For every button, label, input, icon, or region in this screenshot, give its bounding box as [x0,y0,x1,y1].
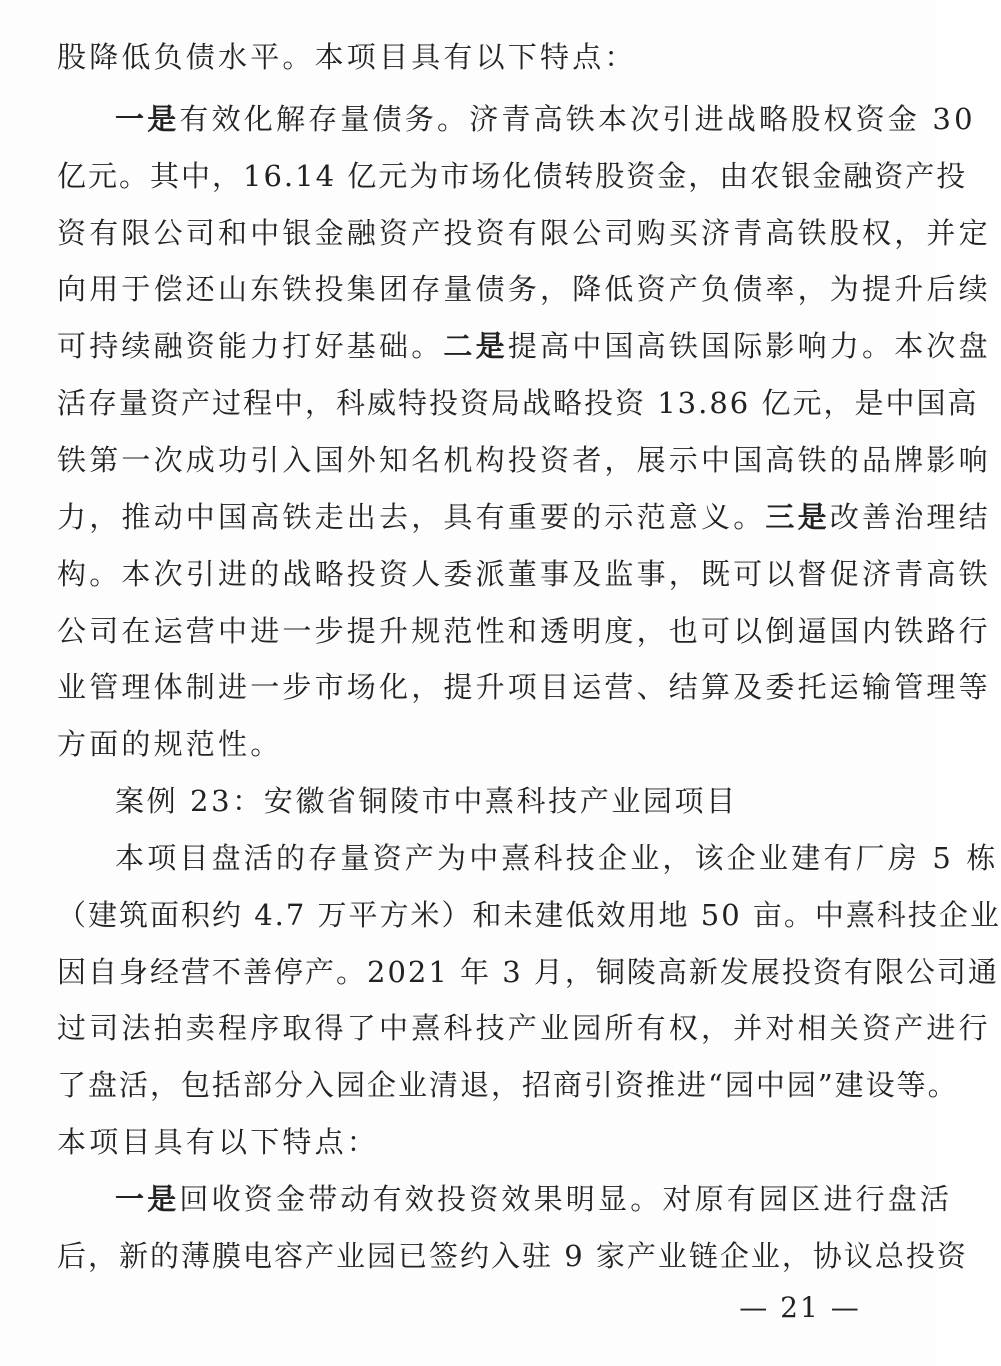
paragraph-line [57,497,991,537]
line-text: 有效化解存量债务。济青高铁本次引进战略股权资金 30 [179,102,976,136]
line-text: 因自身经营不善停产。2021 年 3 月，铜陵高新发展投资有限公司通 [57,955,999,989]
line-text: 了盘活，包括部分入园企业清退，招商引资推进“园中园”建设等。 [57,1068,959,1102]
line-text: 方面的规范性。 [57,727,283,761]
line-text: 后，新的薄膜电容产业园已签约入驻 9 家产业链企业，协议总投资 [57,1239,968,1273]
paragraph-line [57,213,991,253]
paragraph-line [57,895,1001,935]
line-text: 可持续融资能力打好基础。 [57,329,444,363]
page-number: — 21 — [739,1291,861,1324]
paragraph-line [57,37,893,77]
case-heading-text: 案例 23：安徽省铜陵市中熹科技产业园项目 [115,784,738,818]
paragraph-line [57,1236,968,1276]
paragraph-line [57,952,999,992]
line-text: 过司法拍卖程序取得了中熹科技产业园所有权，并对相关资产进行 [57,1011,991,1045]
bold-lead: 一是 [115,102,180,136]
paragraph-line [57,724,893,764]
line-text: 活存量资产过程中，科威特投资局战略投资 13.86 亿元，是中国高 [57,386,979,420]
line-text: 业管理体制进一步市场化，提升项目运营、结算及委托运输管理等 [57,670,991,704]
line-text-tail: 改善治理结 [829,500,991,534]
line-text: 本项目盘活的存量资产为中熹科技企业，该企业建有厂房 5 栋 [115,841,999,875]
paragraph-line [57,383,979,423]
line-text: 资有限公司和中银金融资产投资有限公司购买济青高铁股权，并定 [57,216,991,250]
paragraph-line [57,440,991,480]
line-text: （建筑面积约 4.7 万平方米）和未建低效用地 50 亩。中熹科技企业 [57,898,1001,932]
paragraph-line [115,838,999,878]
line-text: 本项目具有以下特点： [57,1125,380,1159]
line-text: 构。本次引进的战略投资人委派董事及监事，既可以督促济青高铁 [57,557,991,591]
line-text: 向用于偿还山东铁投集团存量债务，降低资产负债率，为提升后续 [57,272,991,306]
bold-lead: 二是 [443,329,508,363]
case-heading [115,781,893,821]
line-text: 公司在运营中进一步提升规范性和透明度，也可以倒逼国内铁路行 [57,614,991,648]
paragraph-line [57,326,991,366]
paragraph-line [57,611,991,651]
paragraph-line [57,1122,893,1162]
paragraph-line [57,554,991,594]
line-text: 亿元。其中，16.14 亿元为市场化债转股资金，由农银金融资产投 [57,159,968,193]
bold-lead: 三是 [765,500,830,534]
line-text-tail: 提高中国高铁国际影响力。本次盘 [507,329,991,363]
bold-lead: 一是 [115,1182,180,1216]
paragraph-line [57,1008,991,1048]
paragraph-line [57,667,991,707]
line-text: 股降低负债水平。本项目具有以下特点： [57,40,637,74]
line-text: 回收资金带动有效投资效果明显。对原有园区进行盘活 [179,1182,953,1216]
paragraph-line [57,156,968,196]
paragraph-line [57,269,991,309]
line-text: 力，推动中国高铁走出去，具有重要的示范意义。 [57,500,766,534]
line-text: 铁第一次成功引入国外知名机构投资者，展示中国高铁的品牌影响 [57,443,991,477]
paragraph-line [57,1065,959,1105]
paragraph-line [115,99,976,139]
paragraph-line [115,1179,953,1219]
